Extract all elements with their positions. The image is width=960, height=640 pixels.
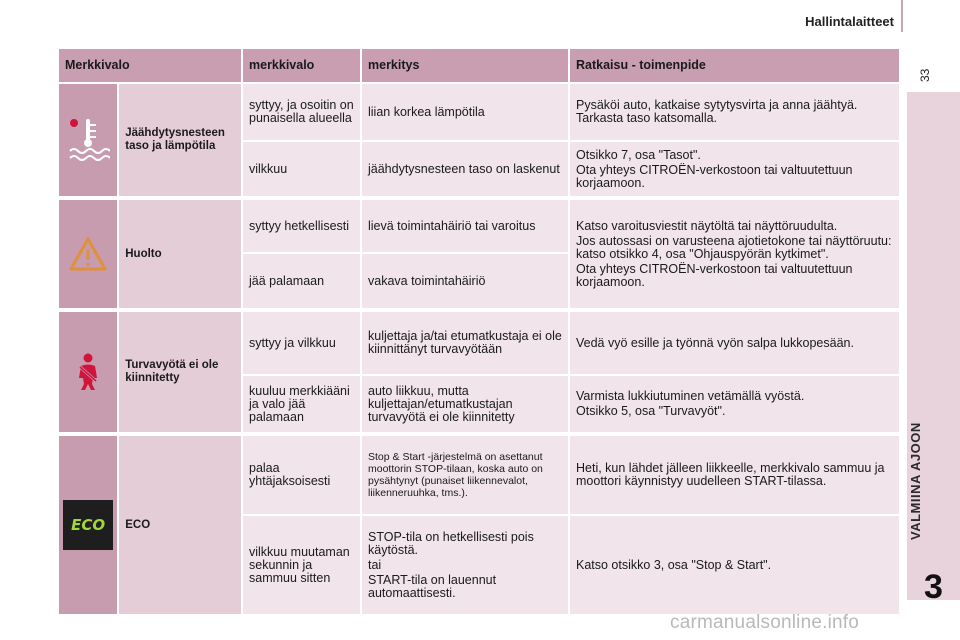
- light-state: syttyy, ja osoitin on punaisella alueella: [243, 84, 360, 140]
- column-header: Merkkivalo: [59, 49, 241, 82]
- light-state: vilkkuu: [243, 142, 360, 196]
- light-state: kuuluu merkkiääni ja valo jää palamaan: [243, 376, 360, 432]
- seatbelt-icon: [68, 352, 108, 392]
- table-header-row: [59, 49, 899, 82]
- light-meaning: kuljettaja ja/tai etumatkustaja ei ole kiinnittänyt turvavyötään: [362, 312, 568, 374]
- light-meaning: auto liikkuu, mutta kuljettajan/etumatkustajan turvavyötä ei ole kiinnitetty: [362, 376, 568, 432]
- light-meaning: STOP-tila on hetkellisesti pois käytöstä. tai START-tila on lauennut automaattisesti.: [362, 516, 568, 614]
- light-name: Turvavyötä ei ole kiinnitetty: [119, 312, 241, 432]
- light-action: Otsikko 7, osa "Tasot". Ota yhteys CITROËN-verkostoon tai valtuutettuun korjaamoon.: [570, 142, 899, 196]
- watermark: carmanualsonline.info: [670, 612, 860, 633]
- light-name: Huolto: [119, 200, 241, 308]
- column-header: Ratkaisu - toimenpide: [570, 49, 899, 82]
- light-state: syttyy hetkellisesti: [243, 200, 360, 252]
- warning-lights-table: [57, 47, 901, 616]
- light-action: Vedä vyö esille ja työnnä vyön salpa lukkopesään.: [570, 312, 899, 374]
- eco-icon: [63, 500, 113, 550]
- light-meaning: Stop & Start -järjestelmä on asettanut moottorin STOP-tilaan, koska auto on pysähtynyt (punaiset liikennevalot, liikenneruuhka, tms.).: [362, 436, 568, 514]
- icon-cell: [59, 200, 117, 308]
- icon-cell: [59, 436, 117, 614]
- page-number: 33: [918, 68, 932, 82]
- light-name: Jäähdytysnesteen taso ja lämpötila: [119, 84, 241, 196]
- light-name: ECO: [119, 436, 241, 614]
- light-meaning: jäähdytysnesteen taso on laskenut: [362, 142, 568, 196]
- eco-icon-text: ECO: [71, 515, 106, 534]
- warning-triangle-icon: [68, 236, 108, 272]
- table-row: [59, 84, 899, 140]
- icon-cell: [59, 84, 117, 196]
- icon-cell: [59, 312, 117, 432]
- light-action: Varmista lukkiutuminen vetämällä vyöstä. Otsikko 5, osa "Turvavyöt".: [570, 376, 899, 432]
- column-header: merkkivalo: [243, 49, 360, 82]
- section-label: [908, 500, 928, 540]
- light-meaning: vakava toimintahäiriö: [362, 254, 568, 308]
- header-divider: [901, 0, 903, 32]
- light-action: Heti, kun lähdet jälleen liikkeelle, merkkivalo sammuu ja moottori käynnistyy uudelleen START-tilassa.: [570, 436, 899, 514]
- table-row: [59, 436, 899, 514]
- light-meaning: lievä toimintahäiriö tai varoitus: [362, 200, 568, 252]
- column-header: merkitys: [362, 49, 568, 82]
- page-header-title: Hallintalaitteet: [805, 14, 894, 29]
- table-row: [59, 312, 899, 374]
- light-state: palaa yhtäjaksoisesti: [243, 436, 360, 514]
- light-action: Katso varoitusviestit näytöltä tai näyttöruudulta. Jos autossasi on varusteena ajotietokone tai näyttöruutu: katso otsikko 4, osa "Ohjauspyörän kytkimet". Ota yhteys CITROËN-verkostoon tai valtuutettuun korjaamoon.: [570, 200, 899, 308]
- chapter-number: 3: [924, 568, 943, 606]
- light-action: Katso otsikko 3, osa "Stop & Start".: [570, 516, 899, 614]
- light-action: Pysäköi auto, katkaise sytytysvirta ja anna jäähtyä. Tarkasta taso katsomalla.: [570, 84, 899, 140]
- light-state: jää palamaan: [243, 254, 360, 308]
- light-state: vilkkuu muutaman sekunnin ja sammuu sitten: [243, 516, 360, 614]
- coolant-temperature-icon: [66, 117, 110, 163]
- table-row: [59, 200, 899, 252]
- light-state: syttyy ja vilkkuu: [243, 312, 360, 374]
- light-meaning: liian korkea lämpötila: [362, 84, 568, 140]
